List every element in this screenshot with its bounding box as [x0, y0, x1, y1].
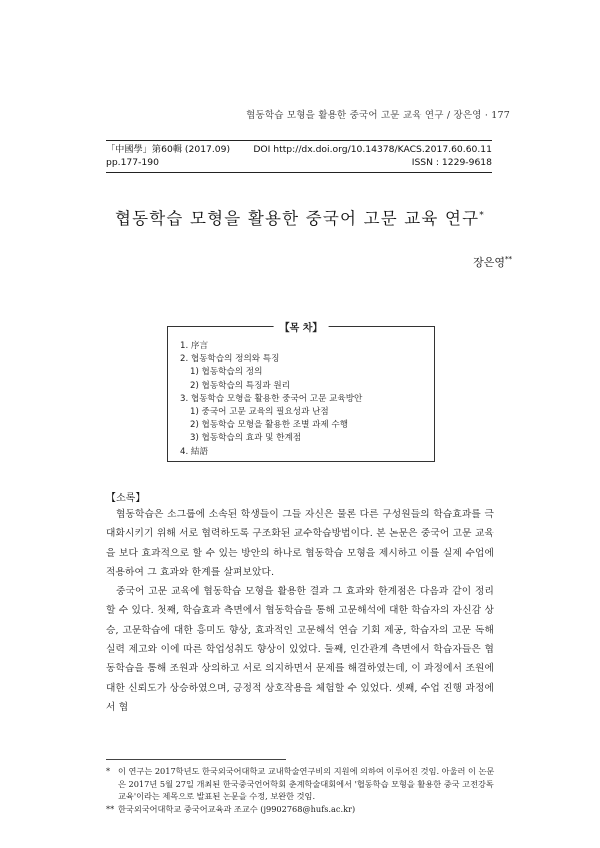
- toc-item: 1) 협동학습의 정의: [190, 367, 263, 378]
- paper-title-text: 협동학습 모형을 활용한 중국어 고문 교육 연구: [114, 209, 480, 228]
- toc-item: 2) 협동학습의 특징과 원리: [190, 380, 291, 391]
- doi-link[interactable]: DOI http://dx.doi.org/10.14378/KACS.2017.60.60.11: [253, 144, 492, 155]
- table-of-contents: [167, 323, 435, 462]
- abstract-paragraph: 협동학습은 소그룹에 소속된 학생들이 그들 자신은 물론 다른 구성원들의 학습효과를 극대화시키기 위해 서로 협력하도록 구조화된 교수학습방법이다. 본 논문은 중국어 고문 교육을 보다 효과적으로 할 수 있는 방안의 하나로 협동학습 모형을 제시하고 이를 실제 수업에 적용하여 그 효과와 한계를 살펴보았다.: [106, 509, 494, 578]
- toc-item: 2) 협동학습 모형을 활용한 조별 과제 수행: [190, 420, 349, 431]
- toc-item: 3) 협동학습의 효과 및 한계점: [190, 433, 302, 444]
- footnote-text: 이 연구는 2017학년도 한국외국어대학교 교내학술연구비의 지원에 의하여 이루어진 것임. 아울러 이 논문은 2017년 5월 27일 개최된 한국중국언어학회 춘계학술대회에서 '협동학습 모형을 활용한 중국 고전강독 교육'이라는 제목으로 발표된 논문을 수정, 보완한 것임.: [118, 766, 495, 802]
- toc-item: 4. 結語: [180, 446, 209, 457]
- footnotes: [106, 765, 496, 815]
- title-footnote-mark: *: [479, 210, 485, 221]
- author-name: 장은영: [473, 256, 505, 269]
- footnote: [106, 803, 496, 816]
- toc-heading: 【목 차】: [274, 319, 329, 334]
- page-range: pp.177-190: [106, 157, 159, 168]
- abstract-label: 【소록】: [106, 493, 146, 504]
- toc-item: 3. 협동학습 모형을 활용한 중국어 고문 교육방안: [180, 393, 363, 404]
- author-footnote-mark: **: [505, 255, 512, 264]
- journal-name: 「中國學」第60輯 (2017.09): [106, 144, 231, 155]
- footnote-divider: [106, 759, 286, 760]
- running-header: 협동학습 모형을 활용한 중국어 고문 교육 연구 / 장은영 · 177: [246, 110, 510, 121]
- issn: ISSN : 1229-9618: [411, 157, 492, 168]
- journal-meta: [106, 140, 492, 173]
- abstract-paragraph: 중국어 고문 교육에 협동학습 모형을 활용한 결과 그 효과와 한계점은 다음과 같이 정리할 수 있다. 첫째, 학습효과 측면에서 협동학습을 통해 고문해석에 대한 학습자의 자신감 상승, 고문학습에 대한 흥미도 향상, 효과적인 고문해석 연습 기회 제공, 학습자의 고문 독해실력 제고와 이에 따른 학업성취도 향상이 있었다. 둘째, 인간관계 측면에서 학습자들은 협동학습을 통해 조원과 상의하고 서로 의지하면서 문제를 해결하였는데, 이 과정에서 조원에 대한 신뢰도가 상승하였으며, 긍정적 상호작용을 체험할 수 있었다. 셋째, 수업 진행 과정에서 협: [106, 586, 494, 713]
- abstract-body: [106, 505, 494, 717]
- toc-list: [180, 340, 428, 459]
- toc-item: 1. 序言: [180, 341, 209, 351]
- toc-item: 2. 협동학습의 정의와 특징: [180, 354, 280, 365]
- footnote-mark: **: [106, 803, 115, 814]
- paper-title: [0, 205, 600, 229]
- footnote-mark: *: [106, 766, 111, 776]
- footnote: [106, 765, 496, 803]
- toc-item: 1) 중국어 고문 교육의 필요성과 난점: [190, 407, 329, 418]
- footnote-text: 한국외국어대학교 중국어교육과 조교수 (j9902768@hufs.ac.kr): [118, 803, 356, 814]
- author: [473, 254, 512, 270]
